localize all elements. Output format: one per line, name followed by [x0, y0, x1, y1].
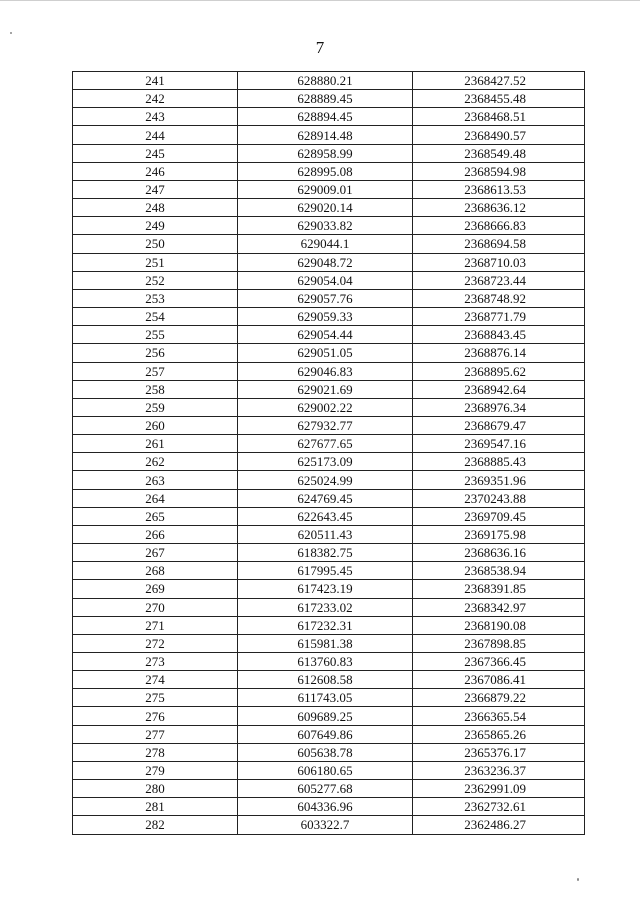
- y-coordinate-cell: [413, 653, 585, 671]
- y-coordinate-cell: [413, 761, 585, 779]
- point-number-cell: 256: [73, 344, 238, 362]
- table-row: [73, 453, 585, 471]
- point-number-cell: 274: [73, 671, 238, 689]
- point-number-cell: 277: [73, 725, 238, 743]
- x-coordinate-cell: 624769.45: [238, 489, 413, 507]
- y-coordinate-value: 2367366.45: [464, 654, 526, 670]
- y-coordinate-cell: [413, 544, 585, 562]
- table-row: [73, 598, 585, 616]
- table-row: [73, 634, 585, 652]
- y-coordinate-cell: [413, 489, 585, 507]
- table-row: [73, 253, 585, 271]
- y-coordinate-cell: [413, 326, 585, 344]
- x-coordinate-cell: 629054.44: [238, 326, 413, 344]
- point-number-cell: 260: [73, 416, 238, 434]
- y-coordinate-value: 2368455.48: [464, 91, 526, 107]
- x-coordinate-cell: 625173.09: [238, 453, 413, 471]
- point-number-cell: 247: [73, 180, 238, 198]
- point-number-cell: 255: [73, 326, 238, 344]
- y-coordinate-value: 2368613.53: [464, 182, 526, 198]
- x-coordinate-cell: 611743.05: [238, 689, 413, 707]
- table-row: [73, 816, 585, 834]
- table-row: [73, 289, 585, 307]
- x-coordinate-cell: 629054.04: [238, 271, 413, 289]
- y-coordinate-value: 2369547.16: [464, 436, 526, 452]
- y-coordinate-cell: [413, 126, 585, 144]
- x-coordinate-cell: 627932.77: [238, 416, 413, 434]
- x-coordinate-cell: 629046.83: [238, 362, 413, 380]
- table-row: [73, 471, 585, 489]
- y-coordinate-cell: [413, 598, 585, 616]
- y-coordinate-value: 2362991.09: [464, 781, 526, 797]
- point-number-cell: 272: [73, 634, 238, 652]
- point-number-cell: 280: [73, 780, 238, 798]
- table-row: [73, 725, 585, 743]
- y-coordinate-cell: [413, 471, 585, 489]
- y-coordinate-cell: [413, 162, 585, 180]
- table-row: [73, 544, 585, 562]
- scan-speck: [577, 878, 579, 881]
- table-row: [73, 380, 585, 398]
- x-coordinate-cell: 627677.65: [238, 435, 413, 453]
- y-coordinate-value: 2368468.51: [464, 109, 526, 125]
- y-coordinate-value: 2368490.57: [464, 127, 526, 143]
- x-coordinate-cell: 606180.65: [238, 761, 413, 779]
- y-coordinate-value: 2367898.85: [464, 635, 526, 651]
- x-coordinate-cell: 617995.45: [238, 562, 413, 580]
- y-coordinate-value: 2368538.94: [464, 563, 526, 579]
- point-number-cell: 242: [73, 90, 238, 108]
- y-coordinate-value: 2369175.98: [464, 526, 526, 542]
- table-row: [73, 416, 585, 434]
- point-number-cell: 258: [73, 380, 238, 398]
- table-row: [73, 507, 585, 525]
- y-coordinate-value: 2368342.97: [464, 599, 526, 615]
- point-number-cell: 279: [73, 761, 238, 779]
- y-coordinate-value: 2368549.48: [464, 145, 526, 161]
- table-row: [73, 398, 585, 416]
- y-coordinate-value: 2368391.85: [464, 581, 526, 597]
- point-number-cell: 261: [73, 435, 238, 453]
- y-coordinate-value: 2365376.17: [464, 744, 526, 760]
- coordinate-table-body: [73, 72, 585, 835]
- y-coordinate-cell: [413, 180, 585, 198]
- x-coordinate-cell: 609689.25: [238, 707, 413, 725]
- point-number-cell: 254: [73, 308, 238, 326]
- y-coordinate-value: 2368679.47: [464, 418, 526, 434]
- y-coordinate-cell: [413, 634, 585, 652]
- x-coordinate-cell: 607649.86: [238, 725, 413, 743]
- x-coordinate-cell: 629048.72: [238, 253, 413, 271]
- point-number-cell: 257: [73, 362, 238, 380]
- y-coordinate-cell: [413, 525, 585, 543]
- y-coordinate-value: 2368666.83: [464, 218, 526, 234]
- point-number-cell: 273: [73, 653, 238, 671]
- point-number-cell: 262: [73, 453, 238, 471]
- point-number-cell: 248: [73, 199, 238, 217]
- page-number: 7: [315, 38, 325, 57]
- x-coordinate-cell: 628889.45: [238, 90, 413, 108]
- point-number-cell: 270: [73, 598, 238, 616]
- y-coordinate-cell: [413, 235, 585, 253]
- y-coordinate-cell: [413, 816, 585, 834]
- y-coordinate-cell: [413, 435, 585, 453]
- x-coordinate-cell: 628894.45: [238, 108, 413, 126]
- point-number-cell: 278: [73, 743, 238, 761]
- table-row: [73, 162, 585, 180]
- y-coordinate-cell: [413, 289, 585, 307]
- x-coordinate-cell: 629059.33: [238, 308, 413, 326]
- table-row: [73, 144, 585, 162]
- y-coordinate-cell: [413, 398, 585, 416]
- x-coordinate-cell: 628958.99: [238, 144, 413, 162]
- y-coordinate-cell: [413, 453, 585, 471]
- x-coordinate-cell: 629020.14: [238, 199, 413, 217]
- table-row: [73, 126, 585, 144]
- y-coordinate-value: 2366879.22: [464, 690, 526, 706]
- table-row: [73, 707, 585, 725]
- y-coordinate-value: 2368885.43: [464, 454, 526, 470]
- y-coordinate-cell: [413, 562, 585, 580]
- y-coordinate-cell: [413, 707, 585, 725]
- x-coordinate-cell: 605277.68: [238, 780, 413, 798]
- x-coordinate-cell: 604336.96: [238, 798, 413, 816]
- table-row: [73, 525, 585, 543]
- table-row: [73, 489, 585, 507]
- point-number-cell: 276: [73, 707, 238, 725]
- y-coordinate-value: 2368942.64: [464, 381, 526, 397]
- table-row: [73, 308, 585, 326]
- y-coordinate-value: 2368694.58: [464, 236, 526, 252]
- x-coordinate-cell: 617423.19: [238, 580, 413, 598]
- point-number-cell: 245: [73, 144, 238, 162]
- x-coordinate-cell: 629009.01: [238, 180, 413, 198]
- y-coordinate-cell: [413, 90, 585, 108]
- y-coordinate-value: 2368895.62: [464, 363, 526, 379]
- y-coordinate-value: 2368748.92: [464, 290, 526, 306]
- y-coordinate-cell: [413, 253, 585, 271]
- table-row: [73, 180, 585, 198]
- y-coordinate-value: 2366365.54: [464, 708, 526, 724]
- point-number-cell: 275: [73, 689, 238, 707]
- point-number-cell: 267: [73, 544, 238, 562]
- point-number-cell: 253: [73, 289, 238, 307]
- y-coordinate-value: 2368190.08: [464, 617, 526, 633]
- table-row: [73, 653, 585, 671]
- point-number-cell: 249: [73, 217, 238, 235]
- table-row: [73, 199, 585, 217]
- x-coordinate-cell: 628880.21: [238, 72, 413, 90]
- table-row: [73, 761, 585, 779]
- y-coordinate-value: 2368976.34: [464, 399, 526, 415]
- x-coordinate-cell: 615981.38: [238, 634, 413, 652]
- table-row: [73, 580, 585, 598]
- x-coordinate-cell: 605638.78: [238, 743, 413, 761]
- y-coordinate-value: 2370243.88: [464, 490, 526, 506]
- table-row: [73, 562, 585, 580]
- y-coordinate-value: 2362486.27: [464, 817, 526, 833]
- point-number-cell: 265: [73, 507, 238, 525]
- point-number-cell: 251: [73, 253, 238, 271]
- table-row: [73, 362, 585, 380]
- table-row: [73, 344, 585, 362]
- point-number-cell: 244: [73, 126, 238, 144]
- table-row: [73, 326, 585, 344]
- scan-speck: [10, 32, 12, 34]
- y-coordinate-value: 2362732.61: [464, 799, 526, 815]
- table-row: [73, 798, 585, 816]
- x-coordinate-cell: 618382.75: [238, 544, 413, 562]
- y-coordinate-cell: [413, 344, 585, 362]
- y-coordinate-cell: [413, 671, 585, 689]
- y-coordinate-value: 2368843.45: [464, 327, 526, 343]
- y-coordinate-cell: [413, 108, 585, 126]
- x-coordinate-cell: 629044.1: [238, 235, 413, 253]
- y-coordinate-cell: [413, 689, 585, 707]
- x-coordinate-cell: 629057.76: [238, 289, 413, 307]
- table-row: [73, 689, 585, 707]
- point-number-cell: 269: [73, 580, 238, 598]
- y-coordinate-value: 2368636.12: [464, 200, 526, 216]
- point-number-cell: 243: [73, 108, 238, 126]
- y-coordinate-cell: [413, 725, 585, 743]
- point-number-cell: 271: [73, 616, 238, 634]
- y-coordinate-value: 2368876.14: [464, 345, 526, 361]
- coordinate-table: [72, 71, 585, 835]
- y-coordinate-value: 2363236.37: [464, 763, 526, 779]
- x-coordinate-cell: 629002.22: [238, 398, 413, 416]
- y-coordinate-cell: [413, 416, 585, 434]
- point-number-cell: 264: [73, 489, 238, 507]
- y-coordinate-value: 2368636.16: [464, 545, 526, 561]
- x-coordinate-cell: 629051.05: [238, 344, 413, 362]
- y-coordinate-value: 2368771.79: [464, 309, 526, 325]
- y-coordinate-value: 2369709.45: [464, 508, 526, 524]
- x-coordinate-cell: 622643.45: [238, 507, 413, 525]
- x-coordinate-cell: 625024.99: [238, 471, 413, 489]
- point-number-cell: 281: [73, 798, 238, 816]
- y-coordinate-value: 2368594.98: [464, 163, 526, 179]
- x-coordinate-cell: 629021.69: [238, 380, 413, 398]
- table-row: [73, 743, 585, 761]
- y-coordinate-cell: [413, 798, 585, 816]
- x-coordinate-cell: 603322.7: [238, 816, 413, 834]
- y-coordinate-cell: [413, 72, 585, 90]
- table-row: [73, 435, 585, 453]
- y-coordinate-cell: [413, 199, 585, 217]
- y-coordinate-value: 2368427.52: [464, 73, 526, 89]
- y-coordinate-cell: [413, 271, 585, 289]
- y-coordinate-cell: [413, 580, 585, 598]
- table-row: [73, 217, 585, 235]
- y-coordinate-cell: [413, 380, 585, 398]
- y-coordinate-cell: [413, 616, 585, 634]
- point-number-cell: 259: [73, 398, 238, 416]
- point-number-cell: 282: [73, 816, 238, 834]
- x-coordinate-cell: 617233.02: [238, 598, 413, 616]
- table-row: [73, 671, 585, 689]
- x-coordinate-cell: 620511.43: [238, 525, 413, 543]
- table-row: [73, 616, 585, 634]
- point-number-cell: 252: [73, 271, 238, 289]
- y-coordinate-cell: [413, 507, 585, 525]
- y-coordinate-value: 2365865.26: [464, 726, 526, 742]
- point-number-cell: 241: [73, 72, 238, 90]
- x-coordinate-cell: 629033.82: [238, 217, 413, 235]
- point-number-cell: 246: [73, 162, 238, 180]
- table-row: [73, 780, 585, 798]
- table-row: [73, 108, 585, 126]
- y-coordinate-cell: [413, 308, 585, 326]
- table-row: [73, 271, 585, 289]
- y-coordinate-cell: [413, 217, 585, 235]
- point-number-cell: 268: [73, 562, 238, 580]
- y-coordinate-cell: [413, 743, 585, 761]
- y-coordinate-cell: [413, 362, 585, 380]
- x-coordinate-cell: 628914.48: [238, 126, 413, 144]
- table-row: [73, 235, 585, 253]
- x-coordinate-cell: 613760.83: [238, 653, 413, 671]
- y-coordinate-cell: [413, 144, 585, 162]
- point-number-cell: 263: [73, 471, 238, 489]
- point-number-cell: 250: [73, 235, 238, 253]
- y-coordinate-value: 2368723.44: [464, 272, 526, 288]
- point-number-cell: 266: [73, 525, 238, 543]
- y-coordinate-value: 2367086.41: [464, 672, 526, 688]
- y-coordinate-cell: [413, 780, 585, 798]
- x-coordinate-cell: 628995.08: [238, 162, 413, 180]
- table-row: [73, 90, 585, 108]
- page-top-edge: [0, 0, 640, 1]
- y-coordinate-value: 2368710.03: [464, 254, 526, 270]
- x-coordinate-cell: 612608.58: [238, 671, 413, 689]
- y-coordinate-value: 2369351.96: [464, 472, 526, 488]
- x-coordinate-cell: 617232.31: [238, 616, 413, 634]
- table-row: [73, 72, 585, 90]
